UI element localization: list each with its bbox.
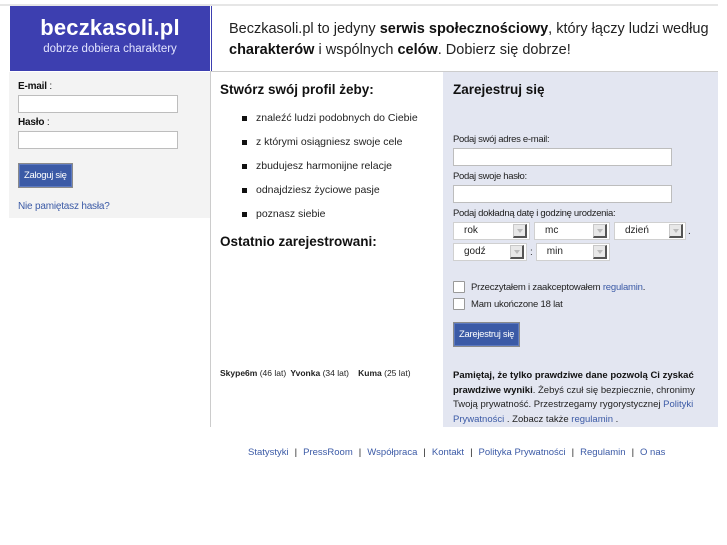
register-form [443, 72, 718, 427]
logo[interactable] [10, 6, 210, 71]
forgot-password-link[interactable]: Nie pamiętasz hasła? [18, 201, 110, 212]
register-heading: Zarejestruj się [453, 82, 545, 97]
register-button[interactable]: Zarejestruj się [453, 322, 520, 347]
footer-link-polityka[interactable]: Polityka Prywatności [478, 447, 566, 458]
register-password-label: Podaj swoje hasło: [453, 171, 527, 182]
tagline-text: i wspólnych [314, 42, 398, 58]
chevron-down-icon [593, 224, 607, 238]
list-item: znaleźć ludzi podobnych do Ciebie [240, 111, 442, 135]
day-select[interactable]: dzień [614, 222, 686, 240]
list-item: z którymi osiągniesz swoje cele [240, 135, 442, 159]
chevron-down-icon [513, 224, 527, 238]
email-label: E-mail : [18, 81, 52, 92]
chevron-down-icon [593, 245, 607, 259]
time-separator: : [530, 246, 533, 258]
separator: | [358, 447, 362, 458]
terms-checkbox-row: Przeczytałem i zaakceptowałem regulamin . [453, 280, 718, 294]
terms-checkbox[interactable] [453, 281, 465, 293]
list-item: poznasz siebie [240, 207, 442, 231]
chevron-down-icon [669, 224, 683, 238]
tagline-text: Beczkasoli.pl to jedyny [229, 21, 380, 37]
register-email-label: Podaj swój adres e-mail: [453, 134, 550, 145]
tagline-text: , który łączy ludzi według [548, 21, 709, 37]
tagline-bold: serwis społecznościowy [379, 21, 549, 37]
privacy-note: Pamiętaj, że tylko prawdziwe dane pozwolą Ci zyskać prawdziwe wyniki. Żebyś czuł się bezpiecznie, chronimy Twoją prywatność. Przestrzegamy rygorystycznej Polityki Prywatności . Zobacz także regulamin . [453, 370, 695, 425]
footer-link-statystyki[interactable]: Statystyki [248, 447, 289, 458]
recent-users [220, 368, 413, 378]
benefits-list [240, 111, 442, 231]
login-email-input[interactable] [18, 95, 178, 113]
recent-user[interactable]: Kuma (25 lat) [358, 368, 411, 378]
footer-link-kontakt[interactable]: Kontakt [431, 447, 465, 458]
date-end: . [688, 225, 691, 237]
footer-link-pressroom[interactable]: PressRoom [303, 447, 353, 458]
profile-section [220, 72, 442, 249]
list-item: zbudujesz harmonijne relacje [240, 159, 442, 183]
birth-label: Podaj dokładną datę i godzinę urodzenia: [453, 208, 616, 219]
minute-select[interactable]: min [536, 243, 610, 261]
separator: | [294, 447, 298, 458]
tagline [211, 6, 718, 71]
separator: | [571, 447, 575, 458]
logo-title: beczkasoli.pl [40, 15, 180, 40]
footer-link-regulamin[interactable]: Regulamin [580, 447, 626, 458]
login-form [9, 72, 210, 218]
register-password-input[interactable] [453, 185, 672, 203]
separator: | [423, 447, 426, 458]
tagline-bold: celów [397, 42, 438, 58]
adult-checkbox[interactable] [453, 298, 465, 310]
login-password-input[interactable] [18, 131, 178, 149]
column-divider [210, 72, 211, 427]
tagline-bold: charakterów [229, 42, 315, 58]
footer-link-o-nas[interactable]: O nas [640, 447, 666, 458]
hour-select[interactable]: godź [453, 243, 527, 261]
separator: | [631, 447, 635, 458]
tagline-text: . Dobierz się dobrze! [437, 42, 571, 58]
register-email-input[interactable] [453, 148, 672, 166]
separator: | [470, 447, 473, 458]
birth-time-row [453, 243, 718, 261]
recent-heading: Ostatnio zarejestrowani: [220, 234, 377, 249]
profile-heading: Stwórz swój profil żeby: [220, 82, 374, 97]
terms-link[interactable]: regulamin [571, 413, 613, 425]
terms-link[interactable]: regulamin [602, 281, 643, 293]
password-label: Hasło : [18, 117, 50, 128]
list-item: odnajdziesz życiowe pasje [240, 183, 442, 207]
year-select[interactable]: rok [453, 222, 530, 240]
privacy-policy-link[interactable]: Polityki Prywatności [453, 399, 694, 425]
adult-checkbox-row: Mam ukończone 18 lat [453, 297, 718, 311]
recent-user[interactable]: Yvonka (34 lat) [290, 368, 350, 378]
month-select[interactable]: mc [534, 222, 610, 240]
birth-date-row [453, 222, 718, 240]
recent-user[interactable]: Skype6m (46 lat) [220, 368, 287, 378]
footer-link-wspolpraca[interactable]: Współpraca [367, 447, 418, 458]
login-button[interactable]: Zaloguj się [18, 163, 73, 188]
chevron-down-icon [510, 245, 524, 259]
logo-subtitle: dobrze dobiera charaktery [43, 43, 177, 55]
footer-nav [248, 447, 665, 458]
